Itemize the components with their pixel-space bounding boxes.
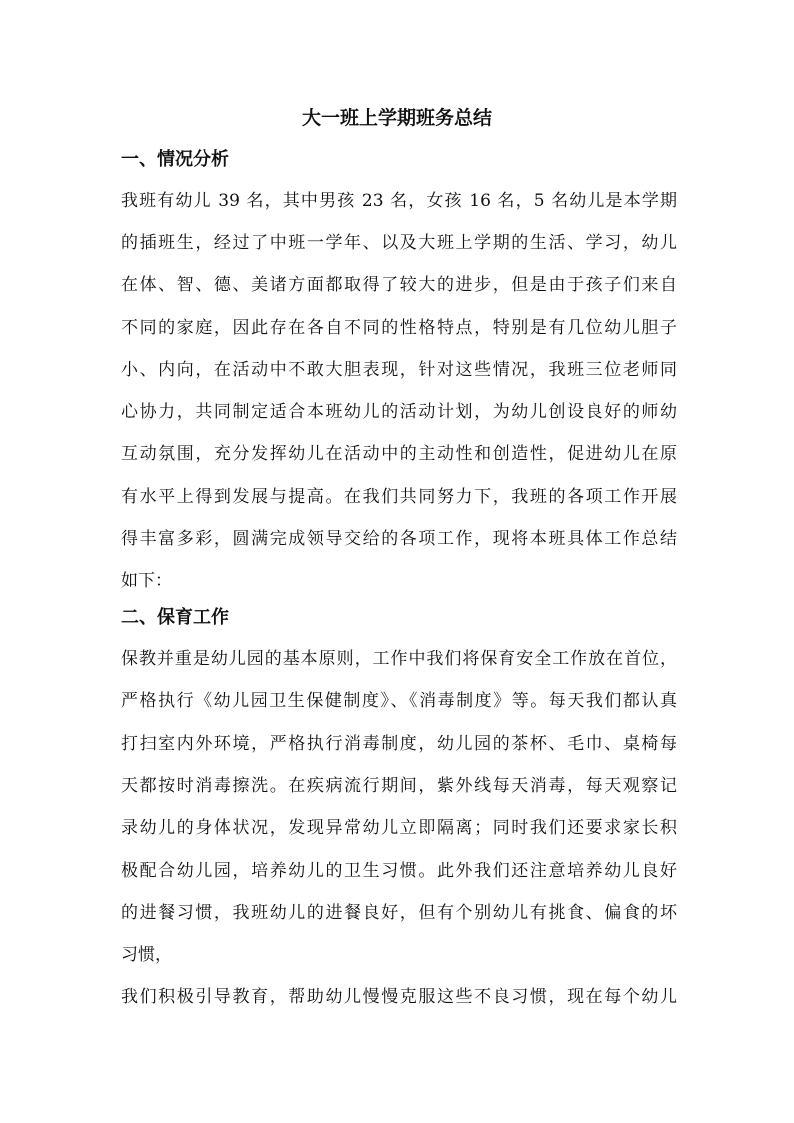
paragraph-line: 保教并重是幼儿园的基本原则，工作中我们将保育安全工作放在首位， [121,649,677,669]
paragraph-line: 在体、智、德、美诸方面都取得了较大的进步，但是由于孩子们来自 [121,275,677,295]
paragraph-line: 得丰富多彩，圆满完成领导交给的各项工作，现将本班具体工作总结 [121,529,677,549]
document-title: 大一班上学期班务总结 [301,107,492,129]
paragraph-line: 打扫室内外环境，严格执行消毒制度，幼儿园的茶杯、毛巾、桌椅每 [121,734,677,754]
section-heading-analysis: 一、情况分析 [121,149,229,170]
paragraph-line: 互动氛围，充分发挥幼儿在活动中的主动性和创造性，促进幼儿在原 [121,444,677,464]
paragraph-line: 不同的家庭，因此存在各自不同的性格特点，特别是有几位幼儿胆子 [121,318,677,338]
paragraph-line: 小、内向，在活动中不敢大胆表现，针对这些情况，我班三位老师同 [121,360,677,380]
paragraph-line: 极配合幼儿园，培养幼儿的卫生习惯。此外我们还注意培养幼儿良好 [121,861,677,881]
paragraph-line: 心协力，共同制定适合本班幼儿的活动计划，为幼儿创设良好的师幼 [121,402,677,422]
paragraph-line: 如下： [121,571,172,591]
paragraph-line: 的进餐习惯，我班幼儿的进餐良好，但有个别幼儿有挑食、偏食的坏 [121,903,677,923]
paragraph-line: 我班有幼儿 39 名，其中男孩 23 名，女孩 16 名，5 名幼儿是本学期 [121,191,677,211]
paragraph-line: 天都按时消毒擦洗。在疾病流行期间，紫外线每天消毒，每天观察记 [121,776,677,796]
paragraph-line: 我们积极引导教育，帮助幼儿慢慢克服这些不良习惯，现在每个幼儿 [121,987,677,1007]
paragraph-line: 严格执行《幼儿园卫生保健制度》、《消毒制度》等。每天我们都认真 [121,691,677,711]
paragraph-line: 的插班生，经过了中班一学年、以及大班上学期的生活、学习，幼儿 [121,233,677,253]
paragraph-line: 录幼儿的身体状况，发现异常幼儿立即隔离；同时我们还要求家长积 [121,818,677,838]
paragraph-line: 有水平上得到发展与提高。在我们共同努力下，我班的各项工作开展 [121,487,677,507]
section-heading-care: 二、保育工作 [121,607,229,628]
paragraph-line: 习惯， [121,945,172,965]
